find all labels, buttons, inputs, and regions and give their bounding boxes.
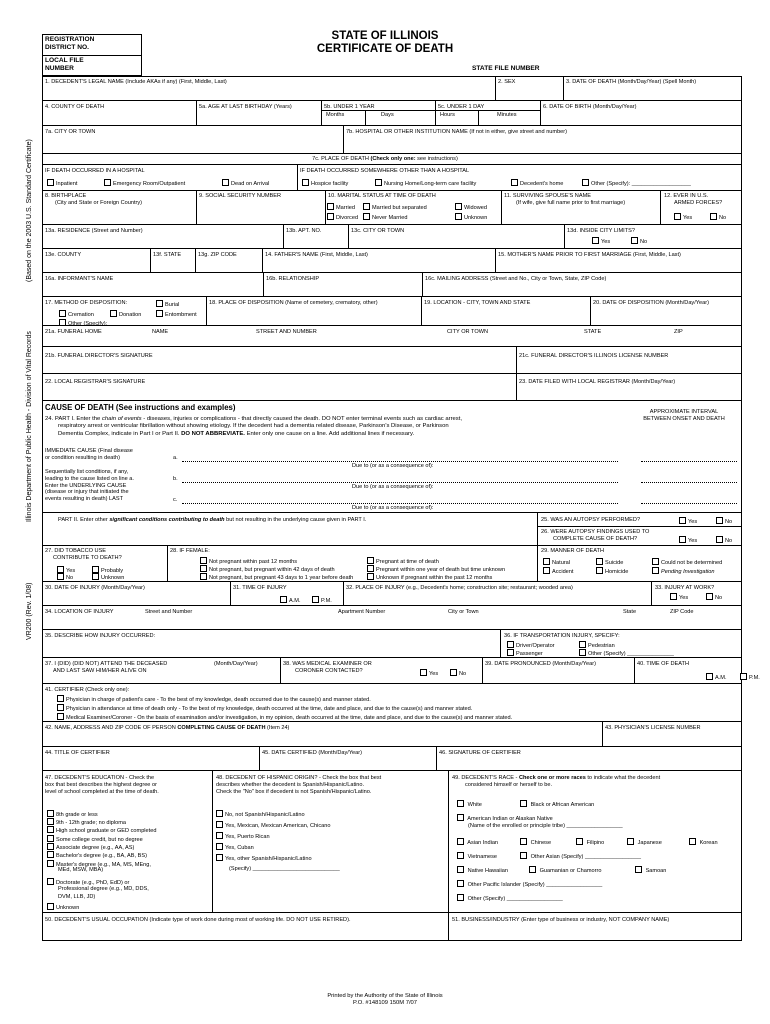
education-option[interactable]: Unknown xyxy=(47,903,79,912)
option-female-6[interactable]: Unknown if pregnant within the past 12 months xyxy=(367,573,492,582)
footer-authority: Printed by the Authority of the State of Illinois xyxy=(327,993,443,999)
checkbox-accident xyxy=(543,567,550,574)
hispanic-option[interactable]: Yes, Mexican, Mexican American, Chicano xyxy=(216,821,331,830)
field-funeral-home-name[interactable]: NAME xyxy=(152,329,169,335)
checkbox-education xyxy=(47,810,54,817)
checkbox-dead-on-arrival xyxy=(222,179,229,186)
option-other-place[interactable]: Other (Specify): ___________________ xyxy=(582,179,691,188)
checkbox-pending xyxy=(652,567,659,574)
education-option[interactable]: Associate degree (e.g., AA, AS) xyxy=(47,843,134,852)
checkbox-female-6 xyxy=(367,573,374,580)
side-note-department: Illinois Department of Public Health - Division of Vital Records xyxy=(26,331,33,522)
checkbox-decedents-home xyxy=(511,179,518,186)
field-describe-injury[interactable]: 35. DESCRIBE HOW INJURY OCCURRED: xyxy=(45,633,156,639)
checkbox-education xyxy=(47,843,54,850)
label-line-b: b. xyxy=(173,476,178,482)
option-accident[interactable]: Accident xyxy=(543,567,573,576)
checkbox-certifier-2 xyxy=(57,704,64,711)
field-funeral-home-street[interactable]: STREET AND NUMBER xyxy=(256,329,317,335)
option-decedents-home[interactable]: Decedent's home xyxy=(511,179,563,188)
checkbox-other-transport xyxy=(579,649,586,656)
education-option[interactable]: Bachelor's degree (e.g., BA, AB, BS) xyxy=(47,851,147,860)
field-residence-county[interactable]: 13e. COUNTY xyxy=(45,252,82,258)
interval-line-a[interactable] xyxy=(641,461,737,462)
field-date-of-disposition[interactable]: 20. DATE OF DISPOSITION (Month/Day/Year) xyxy=(593,300,709,306)
hispanic-option[interactable]: No, not Spanish/Hispanic/Latino xyxy=(216,810,305,819)
checkbox-tobacco-unknown xyxy=(92,573,99,580)
checkbox-autopsy-no xyxy=(716,517,723,524)
checkbox-divorced xyxy=(327,213,334,220)
option-tobacco-probably[interactable]: Probably xyxy=(92,566,123,575)
label-autopsy: 25. WAS AN AUTOPSY PERFORMED? xyxy=(541,517,641,523)
checkbox-hospice xyxy=(302,179,309,186)
field-injury-state[interactable]: State xyxy=(623,609,637,615)
checkbox-homicide xyxy=(596,567,603,574)
checkbox-hispanic xyxy=(216,854,223,861)
field-injury-apt[interactable]: Apartment Number xyxy=(338,609,386,615)
checkbox-race-japanese xyxy=(627,838,634,845)
checkbox-race-white xyxy=(457,800,464,807)
footer-po-number: P.O. #148109 150M 7/07 xyxy=(352,1000,418,1006)
option-armed-yes[interactable]: Yes xyxy=(674,213,692,222)
field-certifier-signature[interactable]: 46. SIGNATURE OF CERTIFIER xyxy=(439,750,521,756)
option-married-separated[interactable]: Married but separated xyxy=(363,203,427,212)
label-month-day-year: (Month/Day/Year) xyxy=(214,661,258,667)
checkbox-findings-yes xyxy=(679,536,686,543)
field-usual-occupation[interactable]: 50. DECEDENT'S USUAL OCCUPATION (Indicate type of work done during most of working life. DO NOT USE RETIRED). xyxy=(45,917,351,923)
hispanic-option[interactable]: Yes, Cuban xyxy=(216,843,254,852)
label-tobacco: 27. DID TOBACCO USE CONTRIBUTE TO DEATH? xyxy=(45,548,122,561)
side-note-form-number: VR200 (Rev. 1/08) xyxy=(26,582,33,640)
option-race-other-asian[interactable]: Other Asian (Specify) __________________ xyxy=(520,852,641,861)
checkbox-education xyxy=(47,835,54,842)
field-completing-cause[interactable]: 42. NAME, ADDRESS AND ZIP CODE OF PERSON COMPLETING CAUSE OF DEATH (Item 24) xyxy=(45,725,290,731)
field-place-of-injury[interactable]: 32. PLACE OF INJURY (e.g., Decedent's home; construction site; restaurant; wooded area) xyxy=(346,585,573,591)
field-ssn[interactable]: 9. SOCIAL SECURITY NUMBER xyxy=(199,193,282,199)
option-race-korean[interactable]: Korean xyxy=(689,838,718,847)
checkbox-race-asian-indian xyxy=(457,838,464,845)
label-part-ii[interactable]: PART II. Enter other significant conditions contributing to death but not resulting in the underlying cause given in PART I. xyxy=(58,517,367,523)
field-date-pronounced[interactable]: 39. DATE PRONOUNCED (Month/Day/Year) xyxy=(485,661,596,667)
option-inside-no[interactable]: No xyxy=(631,237,647,246)
field-injury-street[interactable]: Street and Number xyxy=(145,609,193,615)
checkbox-armed-yes xyxy=(674,213,681,220)
race-heading: 49. DECEDENT'S RACE - Check one or more races to indicate what the decedent considered himself or herself to be. xyxy=(452,775,661,788)
option-female-1[interactable]: Not pregnant within past 12 months xyxy=(200,557,297,566)
label-line-a: a. xyxy=(173,455,178,461)
option-married[interactable]: Married xyxy=(327,203,355,212)
registration-label: REGISTRATION DISTRICT NO. xyxy=(45,36,95,51)
checkbox-cremation xyxy=(59,310,66,317)
checkbox-injury-pm xyxy=(312,596,319,603)
option-armed-no[interactable]: No xyxy=(710,213,726,222)
option-tobacco-no[interactable]: No xyxy=(57,573,73,582)
checkbox-education xyxy=(47,860,54,867)
checkbox-pedestrian xyxy=(579,641,586,648)
option-race-asian-indian[interactable]: Asian Indian xyxy=(457,838,498,847)
checkbox-education xyxy=(47,851,54,858)
field-funeral-home-zip[interactable]: ZIP xyxy=(674,329,683,335)
option-death-pm[interactable]: P.M. xyxy=(740,673,760,682)
checkbox-burial xyxy=(156,300,163,307)
option-examiner-no[interactable]: No xyxy=(450,669,466,678)
education-option[interactable]: 8th grade or less xyxy=(47,810,98,819)
field-date-filed[interactable]: 23. DATE FILED WITH LOCAL REGISTRAR (Month/Day/Year) xyxy=(519,379,676,385)
field-residence-state[interactable]: 13f. STATE xyxy=(153,252,182,258)
label-funeral-home: 21a. FUNERAL HOME xyxy=(45,329,102,335)
checkbox-female-1 xyxy=(200,557,207,564)
checkbox-race-other-asian xyxy=(520,852,527,859)
checkbox-education xyxy=(47,878,54,885)
checkbox-race-aian xyxy=(457,814,464,821)
option-other-transport[interactable]: Other (Specify) _______________ xyxy=(579,649,674,658)
option-female-4[interactable]: Pregnant at time of death xyxy=(367,557,439,566)
option-emergency-room[interactable]: Emergency Room/Outpatient xyxy=(104,179,185,188)
field-date-of-injury[interactable]: 30. DATE OF INJURY (Month/Day/Year) xyxy=(45,585,145,591)
label-line-c: c. xyxy=(173,497,178,503)
field-hospital-name[interactable]: 7b. HOSPITAL OR OTHER INSTITUTION NAME (If not in either, give street and number) xyxy=(346,129,568,135)
checkbox-passenger xyxy=(507,649,514,656)
checkbox-other-place xyxy=(582,179,589,186)
checkbox-tobacco-probably xyxy=(92,566,99,573)
due-to-2: Due to (or as a consequence of): xyxy=(352,484,434,490)
checkbox-race-other xyxy=(457,894,464,901)
option-race-japanese[interactable]: Japanese xyxy=(627,838,662,847)
option-widowed[interactable]: Widowed xyxy=(455,203,487,212)
checkbox-female-4 xyxy=(367,557,374,564)
checkbox-female-3 xyxy=(200,573,207,580)
hispanic-option[interactable]: Yes, Puerto Rican xyxy=(216,832,270,841)
option-race-hawaiian[interactable]: Native Hawaiian xyxy=(457,866,508,875)
checkbox-race-vietnamese xyxy=(457,852,464,859)
label-elsewhere: IF DEATH OCCURRED SOMEWHERE OTHER THAN A HOSPITAL xyxy=(300,168,470,174)
label-armed-forces: 12. EVER IN U.S. ARMED FORCES? xyxy=(664,193,723,206)
option-donation[interactable]: Donation xyxy=(110,310,141,319)
cause-line-c[interactable] xyxy=(182,503,618,504)
label-immediate-cause: IMMEDIATE CAUSE (Final disease or condition resulting in death) xyxy=(45,448,133,461)
checkbox-injury-am xyxy=(280,596,287,603)
label-transportation-injury: 36. IF TRANSPORTATION INJURY, SPECIFY: xyxy=(504,633,620,639)
label-injury-at-work: 33. INJURY AT WORK? xyxy=(655,585,715,591)
checkbox-death-am xyxy=(706,673,713,680)
field-business-industry[interactable]: 51. BUSINESS/INDUSTRY (Enter type of business or industry, NOT COMPANY NAME) xyxy=(452,917,670,923)
checkbox-race-chinese xyxy=(520,838,527,845)
field-fathers-name[interactable]: 14. FATHER'S NAME (First, Middle, Last) xyxy=(265,252,368,258)
checkbox-certifier-3 xyxy=(57,713,64,720)
checkbox-inside-no xyxy=(631,237,638,244)
education-option: DVM, LLB, JD) xyxy=(58,894,96,900)
option-race-black[interactable]: Black or African American xyxy=(520,800,594,809)
checkbox-undetermined xyxy=(652,558,659,565)
checkbox-emergency-room xyxy=(104,179,111,186)
field-spouse-name[interactable]: 11. SURVIVING SPOUSE'S NAME (If wife, give full name prior to first marriage) xyxy=(504,193,626,206)
hispanic-specify[interactable]: (Specify) ____________________________ xyxy=(229,866,340,872)
option-death-am[interactable]: A.M. xyxy=(706,673,727,682)
field-under-1-day[interactable]: 5c. UNDER 1 DAY xyxy=(438,104,485,110)
field-sex[interactable]: 2. SEX xyxy=(498,79,516,85)
field-city-of-death[interactable]: 7a. CITY OR TOWN xyxy=(45,129,96,135)
checkbox-married xyxy=(327,203,334,210)
checkbox-donation xyxy=(110,310,117,317)
field-injury-zip[interactable]: ZIP Code xyxy=(670,609,694,615)
checkbox-examiner-yes xyxy=(420,669,427,676)
checkbox-race-black xyxy=(520,800,527,807)
place-of-death-heading: 7c. PLACE OF DEATH (Check only one: see instructions) xyxy=(312,156,458,162)
option-divorced[interactable]: Divorced xyxy=(327,213,358,222)
checkbox-driver xyxy=(507,641,514,648)
field-funeral-home-city[interactable]: CITY OR TOWN xyxy=(447,329,489,335)
label-if-female: 28. IF FEMALE: xyxy=(170,548,210,554)
footer xyxy=(0,993,770,1007)
option-race-pacific[interactable]: Other Pacific Islander (Specify) __________________ xyxy=(457,880,602,889)
option-inpatient[interactable]: Inpatient xyxy=(47,179,77,188)
option-female-2[interactable]: Not pregnant, but pregnant within 42 days of death xyxy=(200,565,335,574)
checkbox-education xyxy=(47,818,54,825)
education-option[interactable]: 9th - 12th grade; no diploma xyxy=(47,818,126,827)
option-certifier-2[interactable]: Physician in attendance at time of death only - To the best of my knowledge, death occurred at the time, date and place, and due to the cause(s) and manner stated. xyxy=(57,704,472,713)
checkbox-race-samoan xyxy=(635,866,642,873)
checkbox-inpatient xyxy=(47,179,54,186)
checkbox-race-hawaiian xyxy=(457,866,464,873)
label-hours: Hours xyxy=(440,112,455,118)
checkbox-widowed xyxy=(455,203,462,210)
option-burial[interactable]: Burial xyxy=(156,300,179,309)
checkbox-certifier-1 xyxy=(57,695,64,702)
option-findings-yes[interactable]: Yes xyxy=(679,536,697,545)
field-place-of-disposition[interactable]: 18. PLACE OF DISPOSITION (Name of cemetery, crematory, other) xyxy=(209,300,378,306)
checkbox-female-2 xyxy=(200,565,207,572)
option-suicide[interactable]: Suicide xyxy=(596,558,623,567)
option-nursing-home[interactable]: Nursing Home/Long-term care facility xyxy=(375,179,476,188)
option-race-chinese[interactable]: Chinese xyxy=(520,838,551,847)
checkbox-race-guamanian xyxy=(529,866,536,873)
education-option: Professional degree (e.g., MD, DDS, xyxy=(58,886,149,892)
option-race-filipino[interactable]: Filipino xyxy=(576,838,604,847)
field-title-of-certifier[interactable]: 44. TITLE OF CERTIFIER xyxy=(45,750,110,756)
option-marital-unknown[interactable]: Unknown xyxy=(455,213,487,222)
checkbox-inside-yes xyxy=(592,237,599,244)
field-physician-license[interactable]: 43. PHYSICIAN'S LICENSE NUMBER xyxy=(605,725,701,731)
checkbox-armed-no xyxy=(710,213,717,220)
option-female-5[interactable]: Pregnant within one year of death but time unknown xyxy=(367,565,505,574)
checkbox-female-5 xyxy=(367,565,374,572)
option-hospice[interactable]: Hospice facility xyxy=(302,179,348,188)
side-note-standard: (Based on the 2003 U.S. Standard Certificate) xyxy=(26,139,33,282)
checkbox-race-filipino xyxy=(576,838,583,845)
option-work-yes[interactable]: Yes xyxy=(670,593,688,602)
label-in-hospital: IF DEATH OCCURRED IN A HOSPITAL xyxy=(45,168,145,174)
option-tobacco-unknown[interactable]: Unknown xyxy=(92,573,124,582)
label-manner-of-death: 29. MANNER OF DEATH xyxy=(541,548,604,554)
checkbox-race-pacific xyxy=(457,880,464,887)
due-to-1: Due to (or as a consequence of): xyxy=(352,463,434,469)
interval-line-b[interactable] xyxy=(641,482,737,483)
checkbox-hispanic xyxy=(216,821,223,828)
option-never-married[interactable]: Never Married xyxy=(363,213,407,222)
checkbox-tobacco-no xyxy=(57,573,64,580)
option-findings-no[interactable]: No xyxy=(716,536,732,545)
field-mothers-name[interactable]: 15. MOTHER'S NAME PRIOR TO FIRST MARRIAGE (First, Middle, Last) xyxy=(498,252,681,258)
option-entombment[interactable]: Entombment xyxy=(156,310,197,319)
checkbox-marital-unknown xyxy=(455,213,462,220)
due-to-3: Due to (or as a consequence of): xyxy=(352,505,434,511)
field-legal-name[interactable]: 1. DECEDENT'S LEGAL NAME (Include AKAs if any) (First, Middle, Last) xyxy=(45,79,227,85)
field-residence[interactable]: 13a. RESIDENCE (Street and Number) xyxy=(45,228,143,234)
checkbox-work-yes xyxy=(670,593,677,600)
label-examiner-contacted: 38. WAS MEDICAL EXAMINER OR CORONER CONTACTED? xyxy=(283,661,372,674)
interval-line-c[interactable] xyxy=(641,503,737,504)
label-days: Days xyxy=(381,112,394,118)
education-option[interactable]: Doctorate (e.g., PhD, EdD) or xyxy=(47,878,129,887)
field-funeral-director-license[interactable]: 21c. FUNERAL DIRECTOR'S ILLINOIS LICENSE NUMBER xyxy=(519,353,669,359)
option-undetermined[interactable]: Could not be determined xyxy=(652,558,722,567)
option-race-aian[interactable]: American Indian or Alaskan Native xyxy=(457,814,553,823)
checkbox-examiner-no xyxy=(450,669,457,676)
checkbox-autopsy-yes xyxy=(679,517,686,524)
field-residence-city[interactable]: 13c. CITY OR TOWN xyxy=(351,228,405,234)
label-attended-deceased: 37. I (DID) (DID NOT) ATTEND THE DECEASED AND LAST SAW HIM/HER ALIVE ON xyxy=(45,661,168,674)
cause-of-death-heading: CAUSE OF DEATH (See instructions and examples) xyxy=(45,403,236,412)
field-zip-code[interactable]: 13g. ZIP CODE xyxy=(198,252,237,258)
option-female-3[interactable]: Not pregnant, but pregnant 43 days to 1 year before death xyxy=(200,573,353,582)
checkbox-work-no xyxy=(706,593,713,600)
option-injury-am[interactable]: A.M. xyxy=(280,596,301,605)
checkbox-education xyxy=(47,903,54,910)
option-pedestrian[interactable]: Pedestrian xyxy=(579,641,615,650)
option-homicide[interactable]: Homicide xyxy=(596,567,628,576)
checkbox-hispanic xyxy=(216,832,223,839)
education-option[interactable]: Some college credit, but no degree xyxy=(47,835,143,844)
state-file-label: STATE FILE NUMBER xyxy=(472,65,540,72)
label-certifier: 41. CERTIFIER (Check only one): xyxy=(45,687,130,693)
checkbox-race-korean xyxy=(689,838,696,845)
label-sequential-conditions: Sequentially list conditions, if any, leading to the cause listed on line a. Enter the UNDERLYING CAUSE (disease or injury that initiated the events resulting in death) LAST xyxy=(45,469,134,503)
option-cremation[interactable]: Cremation xyxy=(59,310,94,319)
field-informant-name[interactable]: 16a. INFORMANT'S NAME xyxy=(45,276,114,282)
checkbox-married-separated xyxy=(363,203,370,210)
local-file-label: LOCAL FILE NUMBER xyxy=(45,57,84,72)
checkbox-never-married xyxy=(363,213,370,220)
checkbox-death-pm xyxy=(740,673,747,680)
education-option[interactable]: Master's degree (e.g., MA, MS, MEng, xyxy=(47,860,151,869)
education-heading: 47. DECEDENT'S EDUCATION - Check the box that best describes the highest degree or level of school completed at the time of death. xyxy=(45,775,159,795)
cause-instructions: 24. PART I. Enter the chain of events - diseases, injuries or complications - that directly caused the death. DO NOT enter terminal events such as cardiac arrest, respiratory arrest or ventricular fibrillation without showing etiology. If the decedent had a dementia related disease, Parkinson's Disease, or Parkinson Dementia Complex, indicate in Part I or Part II. DO NOT ABBREVIATE. Enter only one cause on a line. Add additional lines if necessary. xyxy=(45,416,463,437)
education-option[interactable]: High school graduate or GED completed xyxy=(47,826,156,835)
option-natural[interactable]: Natural xyxy=(543,558,570,567)
field-disposition-location[interactable]: 19. LOCATION - CITY, TOWN AND STATE xyxy=(424,300,531,306)
checkbox-education xyxy=(47,826,54,833)
option-work-no[interactable]: No xyxy=(706,593,722,602)
checkbox-tobacco-yes xyxy=(57,566,64,573)
label-minutes: Minutes xyxy=(497,112,517,118)
checkbox-natural xyxy=(543,558,550,565)
field-relationship[interactable]: 16b. RELATIONSHIP xyxy=(266,276,320,282)
option-race-white[interactable]: White xyxy=(457,800,482,809)
option-certifier-1[interactable]: Physician in charge of patient's care - To the best of my knowledge, death occurred due to the cause(s) and manner stated. xyxy=(57,695,371,704)
interval-heading: APPROXIMATE INTERVAL BETWEEN ONSET AND DEATH xyxy=(643,409,725,422)
field-birthplace[interactable]: 8. BIRTHPLACE (City and State or Foreign Country) xyxy=(45,193,143,206)
field-date-of-death[interactable]: 3. DATE OF DEATH (Month/Day/Year) (Spell Month) xyxy=(566,79,697,85)
checkbox-nursing-home xyxy=(375,179,382,186)
cause-line-a[interactable] xyxy=(182,461,618,462)
hispanic-option[interactable]: Yes, other Spanish/Hispanic/Latino xyxy=(216,854,312,863)
field-mailing-address[interactable]: 16c. MAILING ADDRESS (Street and No., City or Town, State, ZIP Code) xyxy=(425,276,607,282)
label-location-of-injury: 34. LOCATION OF INJURY xyxy=(45,609,114,615)
field-funeral-home-state[interactable]: STATE xyxy=(584,329,602,335)
option-injury-pm[interactable]: P.M. xyxy=(312,596,332,605)
option-race-other[interactable]: Other (Specify) __________________ xyxy=(457,894,563,903)
option-race-guamanian[interactable]: Guamanian or Chamorro xyxy=(529,866,601,875)
field-funeral-director-signature[interactable]: 21b. FUNERAL DIRECTOR'S SIGNATURE xyxy=(45,353,153,359)
option-other-disposition[interactable]: Other (Specify): _________________ xyxy=(59,319,162,328)
label-months: Months xyxy=(326,112,345,118)
checkbox-entombment xyxy=(156,310,163,317)
option-tobacco-yes[interactable]: Yes xyxy=(57,566,75,575)
education-option: MEd, MSW, MBA) xyxy=(58,867,104,873)
option-autopsy-no[interactable]: No xyxy=(716,517,732,526)
checkbox-hispanic xyxy=(216,843,223,850)
label-inside-city-limits: 13d. INSIDE CITY LIMITS? xyxy=(567,228,635,234)
option-race-samoan[interactable]: Samoan xyxy=(635,866,666,875)
field-date-of-birth[interactable]: 6. DATE OF BIRTH (Month/Day/Year) xyxy=(543,104,637,110)
field-date-certified[interactable]: 45. DATE CERTIFIED (Month/Day/Year) xyxy=(262,750,362,756)
option-passenger[interactable]: Passenger xyxy=(507,649,543,658)
field-race-tribe[interactable]: (Name of the enrolled or principle tribe) __________________ xyxy=(468,823,623,829)
title-state: STATE OF ILLINOIS xyxy=(331,30,439,42)
field-county-of-death[interactable]: 4. COUNTY OF DEATH xyxy=(45,104,105,110)
field-under-1-year[interactable]: 5b. UNDER 1 YEAR xyxy=(324,104,375,110)
field-age[interactable]: 5a. AGE AT LAST BIRTHDAY (Years) xyxy=(199,104,292,110)
label-time-of-injury: 31. TIME OF INJURY xyxy=(233,585,287,591)
checkbox-hispanic xyxy=(216,810,223,817)
option-autopsy-yes[interactable]: Yes xyxy=(679,517,697,526)
cause-line-b[interactable] xyxy=(182,482,618,483)
field-injury-city[interactable]: City or Town xyxy=(448,609,479,615)
option-inside-yes[interactable]: Yes xyxy=(592,237,610,246)
hispanic-heading: 48. DECEDENT OF HISPANIC ORIGIN? - Check the box that best describes whether the decedent is Spanish/Hispanic/Latino. Check the "No" box if decedent is not Spanish/Hispanic/Latino. xyxy=(216,775,382,795)
field-apt-no[interactable]: 13b. APT. NO. xyxy=(286,228,322,234)
option-pending[interactable]: Pending Investigation xyxy=(652,567,715,576)
field-local-registrar-signature[interactable]: 22. LOCAL REGISTRAR'S SIGNATURE xyxy=(45,379,146,385)
option-certifier-3[interactable]: Medical Examiner/Coroner - On the basis of examination and/or investigation, in my opinion, death occurred at the time, date and place, and due to the cause(s) and manner stated. xyxy=(57,713,512,722)
label-autopsy-findings: 26. WERE AUTOPSY FINDINGS USED TO COMPLETE CAUSE OF DEATH? xyxy=(541,529,650,542)
checkbox-suicide xyxy=(596,558,603,565)
label-time-of-death: 40. TIME OF DEATH xyxy=(637,661,690,667)
option-examiner-yes[interactable]: Yes xyxy=(420,669,438,678)
label-method-of-disposition: 17. METHOD OF DISPOSITION: xyxy=(45,300,128,306)
option-race-vietnamese[interactable]: Vietnamese xyxy=(457,852,497,861)
label-marital-status: 10. MARITAL STATUS AT TIME OF DEATH xyxy=(328,193,436,199)
option-dead-on-arrival[interactable]: Dead on Arrival xyxy=(222,179,269,188)
option-driver[interactable]: Driver/Operator xyxy=(507,641,555,650)
title-certificate: CERTIFICATE OF DEATH xyxy=(316,43,454,55)
checkbox-findings-no xyxy=(716,536,723,543)
